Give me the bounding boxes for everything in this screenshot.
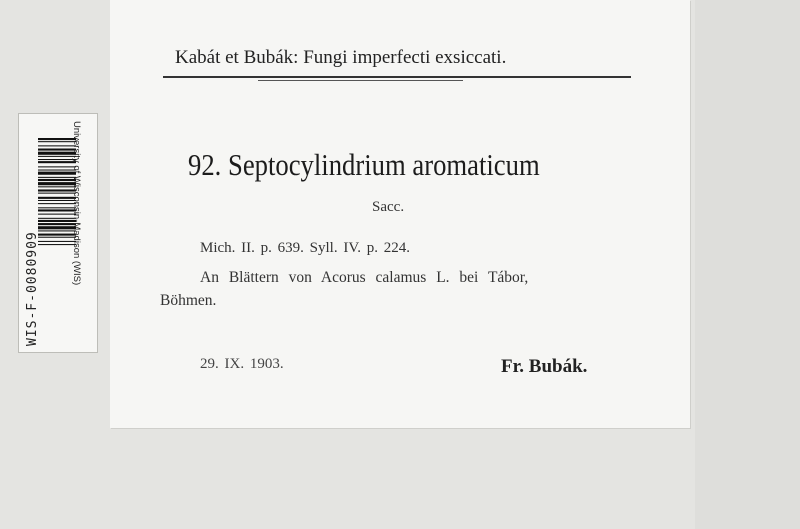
collection-date: 29. IX. 1903. (200, 356, 284, 372)
series-title: Kabát et Bubák: Fungi imperfecti exsiccati. (175, 47, 507, 68)
sheet-background-right (695, 0, 800, 529)
species-authority: Sacc. (372, 199, 405, 215)
locality-line-2: Böhmen. (160, 292, 217, 309)
collector-name: Fr. Bubák. (501, 356, 588, 377)
title-rule (163, 76, 631, 78)
barcode-catalog-number: WIS-F-0080909 (25, 231, 40, 346)
title-rule-secondary (258, 80, 463, 81)
literature-reference: Mich. II. p. 639. Syll. IV. p. 224. (200, 240, 410, 256)
locality-line-1: An Blättern von Acorus calamus L. bei Tábor, (200, 269, 529, 286)
barcode-tag (18, 113, 98, 353)
barcode-institution: University of Wisconsin-Madison (WIS) (71, 121, 82, 286)
species-name: 92. Septocylindrium aromaticum (188, 147, 540, 182)
